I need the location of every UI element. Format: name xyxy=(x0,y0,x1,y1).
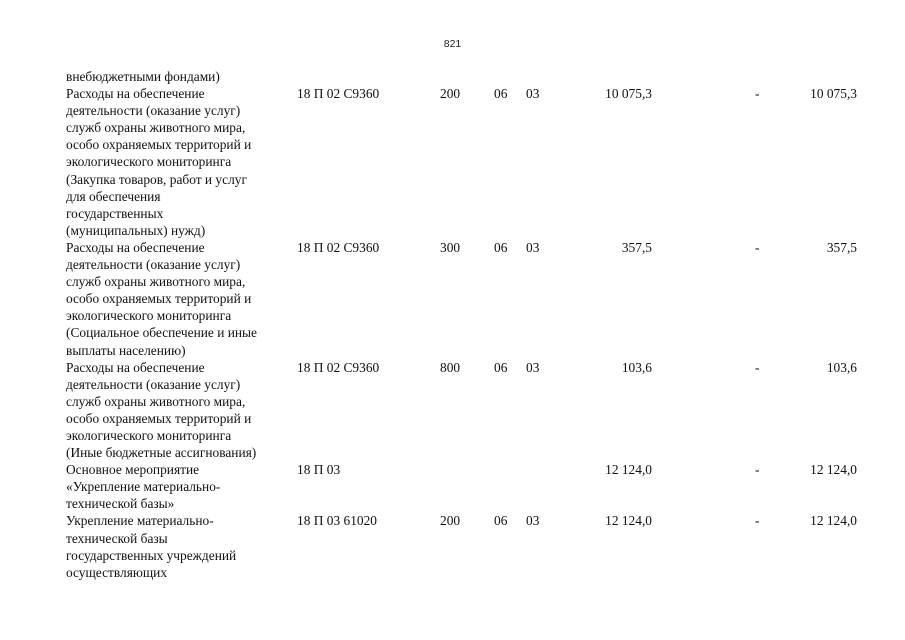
row-amount-total: 103,6 xyxy=(621,359,652,375)
row-subsection: 03 xyxy=(526,86,540,102)
row-description: Укрепление материально- технической базы государственных учреждений осуществляющих xyxy=(66,513,237,580)
row-amount-change: - xyxy=(755,462,760,478)
row-expense-type: 800 xyxy=(440,359,461,375)
page-number: 821 xyxy=(443,38,462,50)
row-section: 06 xyxy=(494,239,508,255)
row-description: Расходы на обеспечение деятельности (оказание услуг) служб охраны животного мира, особо охраняемых территорий и экологического мониторинга (Социальное обеспечение и иные выплаты населению) xyxy=(66,239,257,358)
row-target-code: 18 П 03 61020 xyxy=(297,513,377,529)
row-amount-result: 103,6 xyxy=(826,359,857,375)
row-target-code: 18 П 02 С9360 xyxy=(297,86,380,102)
row-expense-type: 200 xyxy=(440,513,461,529)
row-amount-change: - xyxy=(755,86,760,102)
row-expense-type: 300 xyxy=(440,239,461,255)
row-amount-result: 357,5 xyxy=(826,239,857,255)
row-amount-total: 10 075,3 xyxy=(605,86,652,102)
row-amount-change: - xyxy=(755,359,760,375)
row-target-code: 18 П 03 xyxy=(297,462,341,478)
row-subsection: 03 xyxy=(526,239,540,255)
row-section: 06 xyxy=(494,513,508,529)
table-row xyxy=(0,461,905,512)
table-row xyxy=(0,85,905,239)
row-expense-type: 200 xyxy=(440,86,461,102)
row-subsection: 03 xyxy=(526,359,540,375)
row-amount-total: 357,5 xyxy=(621,239,652,255)
row-amount-result: 10 075,3 xyxy=(810,86,857,102)
row-description: Расходы на обеспечение деятельности (оказание услуг) служб охраны животного мира, особо охраняемых территорий и экологического мониторинга (Иные бюджетные ассигнования) xyxy=(66,359,257,461)
table-row xyxy=(0,68,905,85)
row-description: внебюджетными фондами) xyxy=(66,69,220,84)
row-amount-change: - xyxy=(755,513,760,529)
row-target-code: 18 П 02 С9360 xyxy=(297,359,380,375)
table-row xyxy=(0,359,905,462)
budget-table xyxy=(0,68,905,581)
row-amount-change: - xyxy=(755,239,760,255)
row-description: Основное мероприятие «Укрепление материально- технической базы» xyxy=(66,462,221,512)
row-section: 06 xyxy=(494,359,508,375)
row-amount-total: 12 124,0 xyxy=(605,513,652,529)
row-amount-result: 12 124,0 xyxy=(810,462,857,478)
row-target-code: 18 П 02 С9360 xyxy=(297,239,380,255)
table-row xyxy=(0,512,905,580)
row-amount-result: 12 124,0 xyxy=(810,513,857,529)
row-section: 06 xyxy=(494,86,508,102)
table-row xyxy=(0,239,905,359)
row-subsection: 03 xyxy=(526,513,540,529)
row-description: Расходы на обеспечение деятельности (оказание услуг) служб охраны животного мира, особо охраняемых территорий и экологического мониторинга (Закупка товаров, работ и услуг для обеспечения государственных (муниципальных) нужд) xyxy=(66,86,252,238)
row-amount-total: 12 124,0 xyxy=(605,462,652,478)
